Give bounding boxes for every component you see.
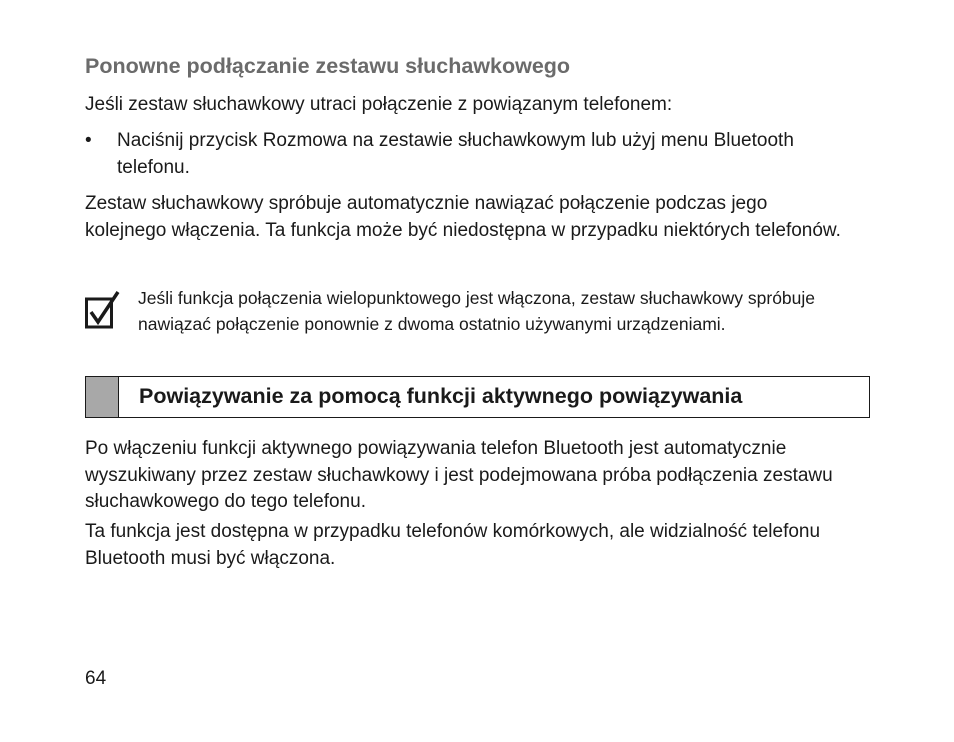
page-number: 64	[85, 668, 107, 689]
note-text: Jeśli funkcja połączenia wielopunktowego jest włączona, zestaw słuchawkowy spróbuje nawiązać połączenie ponownie z dwoma ostatnio używanymi urządzeniami.	[138, 288, 816, 334]
active-pairing-paragraph-1: Po włączeniu funkcji aktywnego powiązywania telefon Bluetooth jest automatycznie wyszukiwany przez zestaw słuchawkowy i jest podejmowana próba podłączenia zestawu słuchawkowego do tego telefonu.	[85, 438, 833, 512]
section-title: Powiązywanie za pomocą funkcji aktywnego powiązywania	[139, 384, 743, 408]
active-pairing-paragraph-2: Ta funkcja jest dostępna w przypadku telefonów komórkowych, ale widzialność telefonu Bluetooth musi być włączona.	[85, 521, 821, 569]
section-banner	[85, 376, 870, 418]
bullet-text: Naciśnij przycisk Rozmowa na zestawie słuchawkowym lub użyj menu Bluetooth telefonu.	[117, 130, 794, 178]
banner-accent-block	[86, 377, 119, 417]
intro-paragraph: Jeśli zestaw słuchawkowy utraci połączenie z powiązanym telefonem:	[85, 94, 673, 115]
section-subheading: Ponowne podłączanie zestawu słuchawkowego	[85, 54, 571, 78]
bullet-marker: •	[85, 130, 92, 151]
auto-reconnect-paragraph: Zestaw słuchawkowy spróbuje automatycznie nawiązać połączenie podczas jego kolejnego włączenia. Ta funkcja może być niedostępna w przypadku niektórych telefonów.	[85, 193, 841, 241]
checkmark-note-icon	[85, 290, 121, 330]
